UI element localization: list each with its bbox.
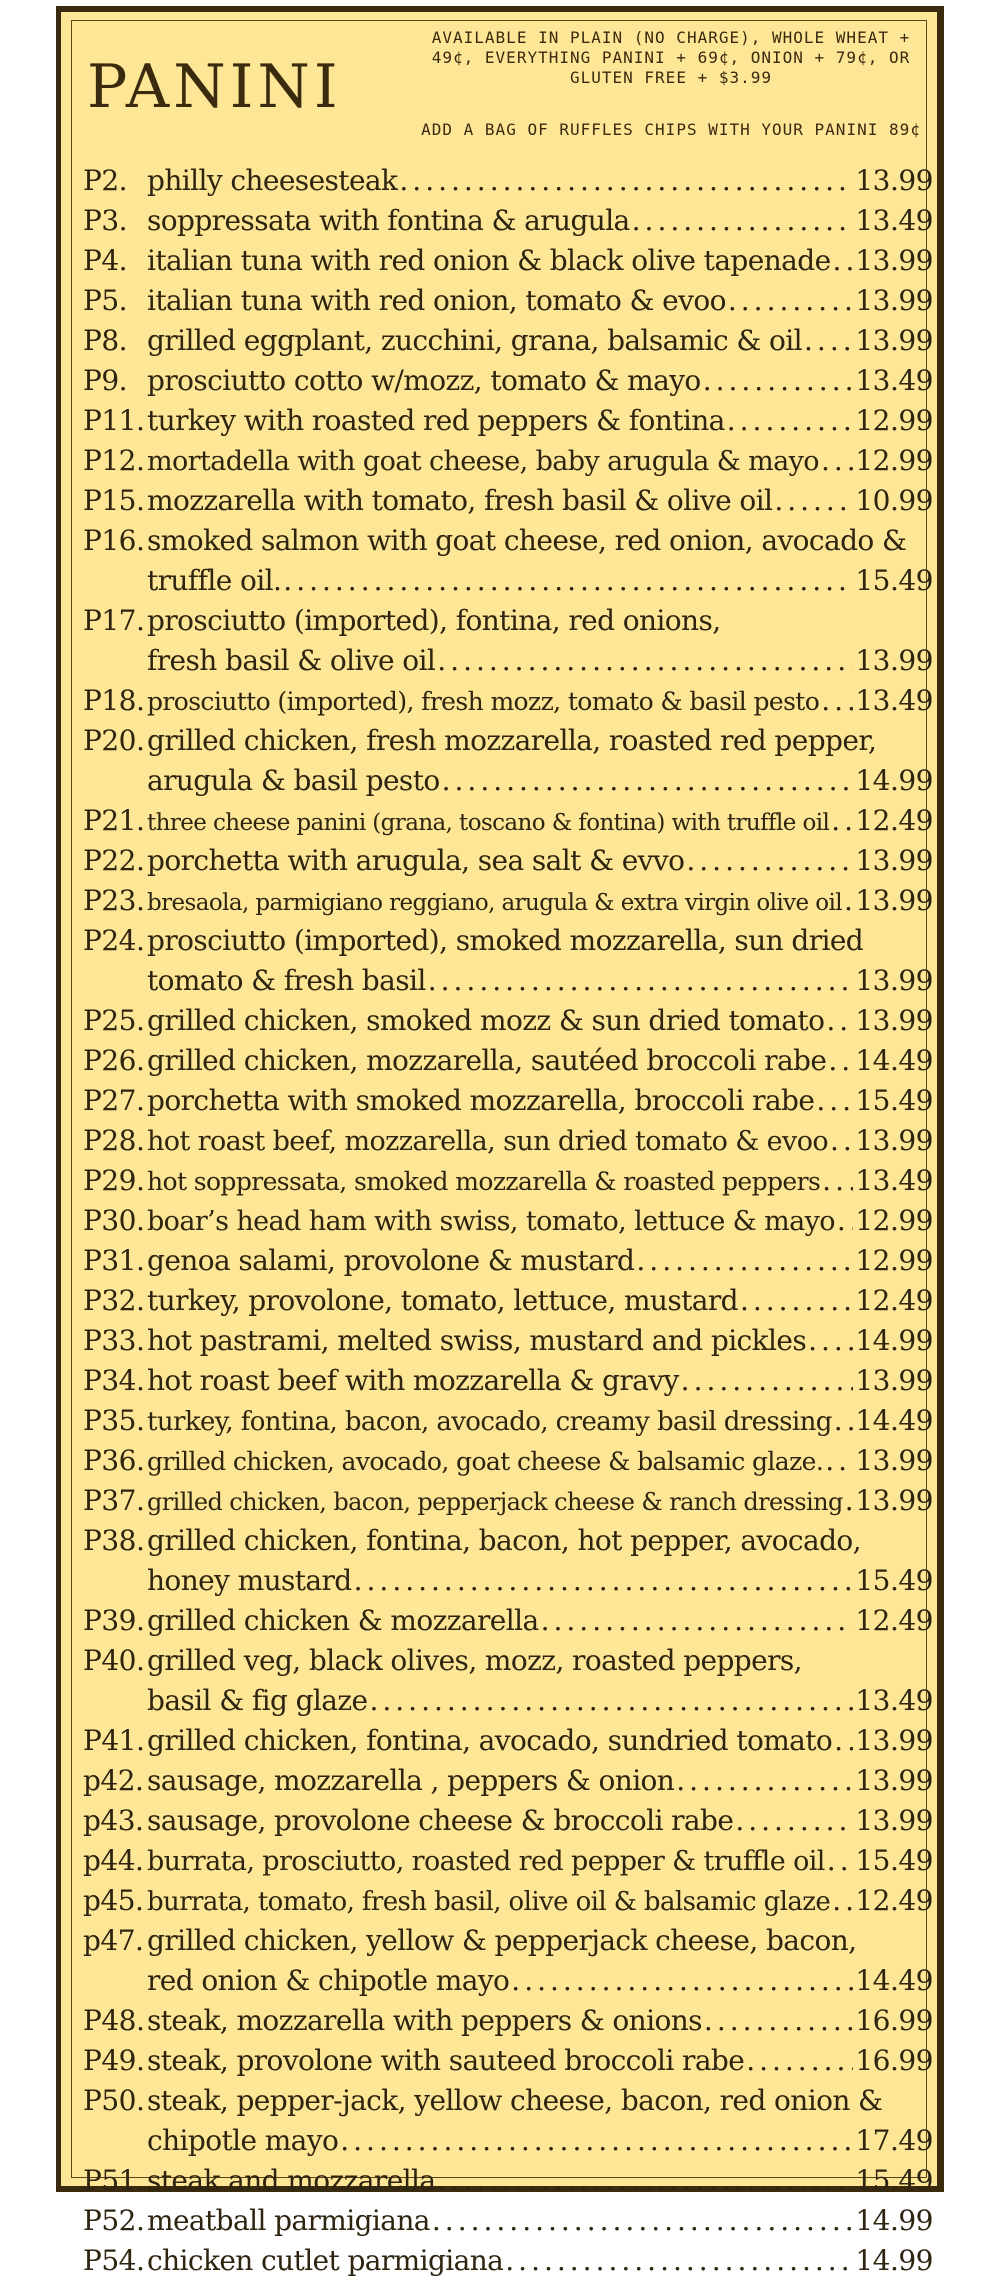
menu-item-line xyxy=(83,884,933,924)
item-price: 14.49 xyxy=(855,1044,933,1077)
item-description: grilled chicken, fontina, bacon, hot pepper, avocado, xyxy=(147,1524,861,1557)
item-description-cont: arugula & basil pesto xyxy=(147,764,440,797)
item-code: P37. xyxy=(83,1484,145,1517)
menu-item xyxy=(83,924,933,1004)
item-price: 13.99 xyxy=(855,844,933,877)
item-description: porchetta with arugula, sea salt & evvo xyxy=(147,844,685,877)
menu-item-line xyxy=(83,484,933,524)
item-code: P35. xyxy=(83,1404,145,1437)
item-code: P31. xyxy=(83,1244,145,1277)
leader-dots xyxy=(505,2244,853,2277)
menu-item-line xyxy=(83,2204,933,2244)
item-price: 15.49 xyxy=(855,1564,933,1597)
menu-item xyxy=(83,1524,933,1604)
menu-item-line xyxy=(83,1964,933,2004)
menu-item xyxy=(83,1404,933,1444)
menu-item xyxy=(83,2044,933,2084)
leader-dots xyxy=(804,324,853,357)
item-code: P12. xyxy=(83,444,145,477)
menu-item-line xyxy=(83,1924,933,1964)
menu-item xyxy=(83,204,933,244)
leader-dots xyxy=(825,1444,853,1477)
item-description: turkey with roasted red peppers & fontina xyxy=(147,404,725,437)
item-code: P15. xyxy=(83,484,145,517)
menu-item xyxy=(83,1604,933,1644)
item-price: 13.49 xyxy=(855,1684,933,1717)
item-description: mozzarella with tomato, fresh basil & olive oil xyxy=(147,484,773,517)
item-description: steak and mozzarella xyxy=(147,2164,436,2197)
item-description: hot roast beef with mozzarella & gravy xyxy=(147,1364,679,1397)
menu-item-line xyxy=(83,1244,933,1284)
item-price: 13.99 xyxy=(855,1444,933,1477)
menu-item-line xyxy=(83,604,933,644)
item-description: grilled chicken, bacon, pepperjack cheese & ranch dressing xyxy=(147,1488,843,1516)
menu-item-line xyxy=(83,2044,933,2084)
item-code: P11. xyxy=(83,404,145,437)
menu-item-line xyxy=(83,1444,933,1484)
menu-item-line xyxy=(83,1284,933,1324)
item-description: sausage, provolone cheese & broccoli rabe xyxy=(147,1804,734,1837)
leader-dots xyxy=(827,1844,854,1877)
menu-item xyxy=(83,1444,933,1484)
item-description: boar’s head ham with swiss, tomato, lettuce & mayo xyxy=(147,1206,835,1237)
item-price: 13.99 xyxy=(855,964,933,997)
item-price: 13.49 xyxy=(855,364,933,397)
menu-item-line xyxy=(83,924,933,964)
menu-item xyxy=(83,604,933,684)
item-description: grilled chicken, fontina, avocado, sundried tomato xyxy=(147,1724,833,1757)
item-code: P36. xyxy=(83,1444,145,1477)
item-code: P25. xyxy=(83,1004,145,1037)
item-price: 13.99 xyxy=(855,324,933,357)
menu-item xyxy=(83,364,933,404)
item-code: P28. xyxy=(83,1124,145,1157)
item-code: p47. xyxy=(83,1924,144,1957)
leader-dots xyxy=(704,2004,853,2037)
menu-item-line xyxy=(83,524,933,564)
item-price: 13.49 xyxy=(855,684,933,717)
item-description: hot roast beef, mozzarella, sun dried tomato & evoo xyxy=(147,1126,829,1157)
menu-item xyxy=(83,324,933,364)
menu-item xyxy=(83,804,933,844)
item-description: grilled chicken, yellow & pepperjack cheese, bacon, xyxy=(147,1924,857,1957)
leader-dots xyxy=(834,1724,853,1757)
item-code: P34. xyxy=(83,1364,145,1397)
item-description: turkey, fontina, bacon, avocado, creamy basil dressing xyxy=(147,1407,832,1437)
item-price: 10.99 xyxy=(855,484,933,517)
item-code: P2. xyxy=(83,164,128,197)
item-price: 12.49 xyxy=(855,804,933,837)
menu-item-line xyxy=(83,1524,933,1564)
menu-item-line xyxy=(83,364,933,404)
item-description-cont: honey mustard xyxy=(147,1564,352,1597)
leader-dots xyxy=(808,1324,853,1357)
menu-item-line xyxy=(83,1844,933,1884)
menu-item xyxy=(83,1764,933,1804)
leader-dots xyxy=(821,444,853,477)
item-code: P18. xyxy=(83,684,145,717)
item-price: 14.49 xyxy=(855,1404,933,1437)
item-price: 13.99 xyxy=(855,1124,933,1157)
leader-dots xyxy=(833,244,854,277)
item-code: P8. xyxy=(83,324,128,357)
leader-dots xyxy=(428,964,854,997)
item-price: 13.49 xyxy=(855,204,933,237)
item-description: grilled chicken, avocado, goat cheese & balsamic glaze. xyxy=(147,1447,824,1476)
leader-dots xyxy=(740,1284,853,1317)
item-description: soppressata with fontina & arugula xyxy=(147,204,630,237)
menu-item-line xyxy=(83,1084,933,1124)
item-description: burrata, prosciutto, roasted red pepper & truffle oil xyxy=(147,1846,825,1877)
item-price: 15.49 xyxy=(855,564,933,597)
menu-item-line xyxy=(83,2084,933,2124)
menu-item xyxy=(83,1924,933,2004)
leader-dots xyxy=(676,1764,853,1797)
bread-options-note: AVAILABLE IN PLAIN (NO CHARGE), WHOLE WHEAT + 49¢, EVERYTHING PANINI + 69¢, ONION + 79¢, OR GLUTEN FREE + $3.99 xyxy=(431,28,911,87)
item-price: 14.99 xyxy=(855,2204,933,2237)
menu-item-line xyxy=(83,2004,933,2044)
item-description: meatball parmigiana xyxy=(147,2204,430,2237)
leader-dots xyxy=(832,1884,853,1917)
menu-item-line xyxy=(83,2244,933,2284)
menu-item-line xyxy=(83,1724,933,1764)
menu-item-line xyxy=(83,964,933,1004)
item-description: hot soppressata, smoked mozzarella & roasted peppers xyxy=(147,1167,821,1196)
item-price: 15.49 xyxy=(855,1084,933,1117)
item-code: P21. xyxy=(83,804,145,837)
leader-dots xyxy=(774,484,853,517)
item-code: P9. xyxy=(83,364,128,397)
leader-dots xyxy=(283,564,853,597)
item-description: prosciutto (imported), fresh mozz, tomato & basil pesto xyxy=(147,687,820,716)
leader-dots xyxy=(728,284,853,317)
menu-item-line xyxy=(83,1684,933,1724)
menu-item xyxy=(83,844,933,884)
item-description: grilled veg, black olives, mozz, roasted peppers, xyxy=(147,1644,802,1677)
item-code: p45. xyxy=(83,1884,144,1917)
menu-item-line xyxy=(83,284,933,324)
leader-dots xyxy=(437,2164,853,2197)
item-price: 13.99 xyxy=(855,884,933,917)
item-price: 17.49 xyxy=(855,2124,933,2157)
item-code: P5. xyxy=(83,284,128,317)
item-code: P23. xyxy=(83,884,145,917)
item-description: smoked salmon with goat cheese, red onion, avocado & xyxy=(147,524,907,557)
menu-item xyxy=(83,1844,933,1884)
leader-dots xyxy=(399,164,853,197)
menu-item-line xyxy=(83,844,933,884)
leader-dots xyxy=(541,1604,854,1637)
item-code: P29. xyxy=(83,1164,145,1197)
menu-item xyxy=(83,724,933,804)
menu-item xyxy=(83,2204,933,2244)
menu-item-line xyxy=(83,1564,933,1604)
item-code: P16. xyxy=(83,524,145,557)
item-description: prosciutto (imported), fontina, red onions, xyxy=(147,604,721,637)
menu-item xyxy=(83,1084,933,1124)
item-code: P17. xyxy=(83,604,145,637)
item-price: 13.99 xyxy=(855,284,933,317)
menu-item xyxy=(83,1244,933,1284)
item-code: P24. xyxy=(83,924,145,957)
item-price: 14.99 xyxy=(855,1324,933,1357)
item-description: steak, provolone with sauteed broccoli rabe xyxy=(147,2044,745,2077)
item-code: P48. xyxy=(83,2004,145,2037)
menu-item xyxy=(83,244,933,284)
menu-item-line xyxy=(83,444,933,484)
item-code: P40. xyxy=(83,1644,145,1677)
menu-item xyxy=(83,884,933,924)
menu-item-line xyxy=(83,2164,933,2204)
item-price: 16.99 xyxy=(855,2044,933,2077)
menu-item xyxy=(83,1124,933,1164)
menu-item-line xyxy=(83,164,933,204)
menu-item-line xyxy=(83,1884,933,1924)
menu-item xyxy=(83,1284,933,1324)
item-price: 12.99 xyxy=(855,1204,933,1237)
item-description: porchetta with smoked mozzarella, broccoli rabe xyxy=(147,1084,815,1117)
leader-dots xyxy=(636,1244,853,1277)
item-description: turkey, provolone, tomato, lettuce, mustard xyxy=(147,1284,738,1317)
menu-item-line xyxy=(83,644,933,684)
menu-item xyxy=(83,1364,933,1404)
leader-dots xyxy=(442,764,854,797)
menu-item xyxy=(83,1884,933,1924)
leader-dots xyxy=(831,804,853,837)
leader-dots xyxy=(511,1964,853,1997)
menu-item-line xyxy=(83,1604,933,1644)
item-price: 14.99 xyxy=(855,764,933,797)
item-code: P38. xyxy=(83,1524,145,1557)
leader-dots xyxy=(845,1484,854,1517)
leader-dots xyxy=(340,2124,853,2157)
menu-item xyxy=(83,484,933,524)
item-description-cont: red onion & chipotle mayo xyxy=(147,1964,510,1997)
item-description-cont: fresh basil & olive oil xyxy=(147,644,436,677)
menu-item-line xyxy=(83,1484,933,1524)
menu-item-line xyxy=(83,764,933,804)
menu-item xyxy=(83,524,933,604)
item-code: P50. xyxy=(83,2084,145,2117)
menu-item xyxy=(83,1204,933,1244)
item-code: P41. xyxy=(83,1724,145,1757)
menu-item-line xyxy=(83,804,933,844)
menu-item xyxy=(83,2164,933,2204)
item-description: burrata, tomato, fresh basil, olive oil & balsamic glaze xyxy=(147,1887,831,1917)
leader-dots xyxy=(727,404,854,437)
leader-dots xyxy=(432,2204,853,2237)
leader-dots xyxy=(735,1804,853,1837)
item-description: grilled chicken, mozzarella, sautéed broccoli rabe xyxy=(147,1044,827,1077)
menu-item-line xyxy=(83,564,933,604)
menu-title: PANINI xyxy=(87,52,342,122)
leader-dots xyxy=(686,844,853,877)
item-description-cont: chipotle mayo xyxy=(147,2124,339,2157)
menu-item xyxy=(83,1804,933,1844)
item-price: 13.99 xyxy=(855,1804,933,1837)
item-price: 13.99 xyxy=(855,1004,933,1037)
item-price: 13.99 xyxy=(855,644,933,677)
menu-item-line xyxy=(83,244,933,284)
item-code: P33. xyxy=(83,1324,145,1357)
leader-dots xyxy=(703,364,854,397)
menu-item xyxy=(83,1484,933,1524)
item-description-cont: truffle oil. xyxy=(147,564,282,597)
item-price: 13.49 xyxy=(855,1164,933,1197)
leader-dots xyxy=(369,1684,853,1717)
leader-dots xyxy=(830,1124,853,1157)
item-price: 13.99 xyxy=(855,244,933,277)
item-description: sausage, mozzarella , peppers & onion xyxy=(147,1764,675,1797)
menu-item-line xyxy=(83,1004,933,1044)
menu-item xyxy=(83,2244,933,2284)
leader-dots xyxy=(828,1044,853,1077)
item-code: P4. xyxy=(83,244,128,277)
menu-item-line xyxy=(83,1644,933,1684)
item-description: chicken cutlet parmigiana xyxy=(147,2244,504,2277)
leader-dots xyxy=(837,1204,853,1237)
menu-item xyxy=(83,1004,933,1044)
item-code: p44. xyxy=(83,1844,144,1877)
item-price: 15.49 xyxy=(855,1844,933,1877)
menu-item-line xyxy=(83,1044,933,1084)
item-price: 12.99 xyxy=(855,404,933,437)
item-description: steak, pepper-jack, yellow cheese, bacon, red onion & xyxy=(147,2084,883,2117)
menu-item-line xyxy=(83,684,933,724)
menu-item xyxy=(83,1324,933,1364)
item-price: 13.99 xyxy=(855,164,933,197)
item-price: 13.99 xyxy=(855,1764,933,1797)
item-description: mortadella with goat cheese, baby arugula & mayo xyxy=(147,446,819,477)
leader-dots xyxy=(821,684,853,717)
menu-item-line xyxy=(83,1324,933,1364)
item-code: P3. xyxy=(83,204,128,237)
leader-dots xyxy=(632,204,854,237)
item-price: 14.99 xyxy=(855,2244,933,2277)
menu-item-line xyxy=(83,724,933,764)
menu-item-line xyxy=(83,204,933,244)
item-price: 12.49 xyxy=(855,1884,933,1917)
item-price: 13.99 xyxy=(855,1364,933,1397)
item-description: prosciutto cotto w/mozz, tomato & mayo xyxy=(147,364,701,397)
item-description: italian tuna with red onion, tomato & evoo xyxy=(147,284,726,317)
menu-item xyxy=(83,444,933,484)
item-description: grilled chicken, smoked mozz & sun dried tomato xyxy=(147,1004,825,1037)
item-description-cont: basil & fig glaze xyxy=(147,1684,368,1717)
item-code: P32. xyxy=(83,1284,145,1317)
leader-dots xyxy=(826,1004,853,1037)
item-code: P39. xyxy=(83,1604,145,1637)
menu-item-line xyxy=(83,1404,933,1444)
leader-dots xyxy=(844,884,853,917)
item-price: 12.99 xyxy=(855,444,933,477)
item-description: bresaola, parmigiano reggiano, arugula & extra virgin olive oil xyxy=(147,890,842,916)
menu-item xyxy=(83,404,933,444)
item-price: 16.99 xyxy=(855,2004,933,2037)
item-code: p42. xyxy=(83,1764,144,1797)
item-description: grilled eggplant, zucchini, grana, balsamic & oil xyxy=(147,324,803,357)
item-code: p43. xyxy=(83,1804,144,1837)
menu-item xyxy=(83,684,933,724)
item-code: P49. xyxy=(83,2044,145,2077)
item-price: 13.99 xyxy=(855,1484,933,1517)
menu-item xyxy=(83,1724,933,1764)
item-description: grilled chicken & mozzarella xyxy=(147,1604,539,1637)
item-price: 15.49 xyxy=(855,2164,933,2197)
menu-item-line xyxy=(83,1204,933,1244)
leader-dots xyxy=(822,1164,853,1197)
menu-item xyxy=(83,2004,933,2044)
item-code: P22. xyxy=(83,844,145,877)
chips-addon-note: ADD A BAG OF RUFFLES CHIPS WITH YOUR PANINI 89¢ xyxy=(421,120,921,139)
menu-item-line xyxy=(83,1804,933,1844)
menu-item-list xyxy=(83,164,933,2284)
item-code: P30. xyxy=(83,1204,145,1237)
menu-item-line xyxy=(83,1764,933,1804)
item-code: P26. xyxy=(83,1044,145,1077)
item-price: 13.99 xyxy=(855,1724,933,1757)
menu-item-line xyxy=(83,1164,933,1204)
item-code: P52. xyxy=(83,2204,145,2237)
leader-dots xyxy=(681,1364,854,1397)
menu-item xyxy=(83,2084,933,2164)
leader-dots xyxy=(437,644,853,677)
item-code: P27. xyxy=(83,1084,145,1117)
leader-dots xyxy=(816,1084,853,1117)
menu-item-line xyxy=(83,1364,933,1404)
menu-item-line xyxy=(83,2124,933,2164)
item-description-cont: tomato & fresh basil xyxy=(147,964,426,997)
menu-item xyxy=(83,1044,933,1084)
item-price: 12.49 xyxy=(855,1284,933,1317)
menu-item-line xyxy=(83,404,933,444)
item-description: three cheese panini (grana, toscano & fontina) with truffle oil xyxy=(147,810,830,836)
item-price: 12.99 xyxy=(855,1244,933,1277)
panini-menu-card xyxy=(56,6,944,2277)
item-code: P54. xyxy=(83,2244,145,2277)
item-code: P51. xyxy=(83,2164,145,2197)
item-description: steak, mozzarella with peppers & onions xyxy=(147,2004,702,2037)
item-price: 12.49 xyxy=(855,1604,933,1637)
item-description: hot pastrami, melted swiss, mustard and pickles xyxy=(147,1324,807,1357)
item-description: prosciutto (imported), smoked mozzarella, sun dried xyxy=(147,924,864,957)
item-code: P20. xyxy=(83,724,145,757)
menu-item xyxy=(83,284,933,324)
item-description: philly cheesesteak xyxy=(147,164,398,197)
menu-item xyxy=(83,1164,933,1204)
item-price: 14.49 xyxy=(855,1964,933,1997)
leader-dots xyxy=(746,2044,853,2077)
menu-item-line xyxy=(83,1124,933,1164)
menu-item-line xyxy=(83,324,933,364)
leader-dots xyxy=(354,1564,854,1597)
leader-dots xyxy=(834,1404,854,1437)
menu-item xyxy=(83,1644,933,1724)
item-description: italian tuna with red onion & black olive tapenade xyxy=(147,244,831,277)
item-description: genoa salami, provolone & mustard xyxy=(147,1244,635,1277)
item-description: grilled chicken, fresh mozzarella, roasted red pepper, xyxy=(147,724,877,757)
menu-item xyxy=(83,164,933,204)
